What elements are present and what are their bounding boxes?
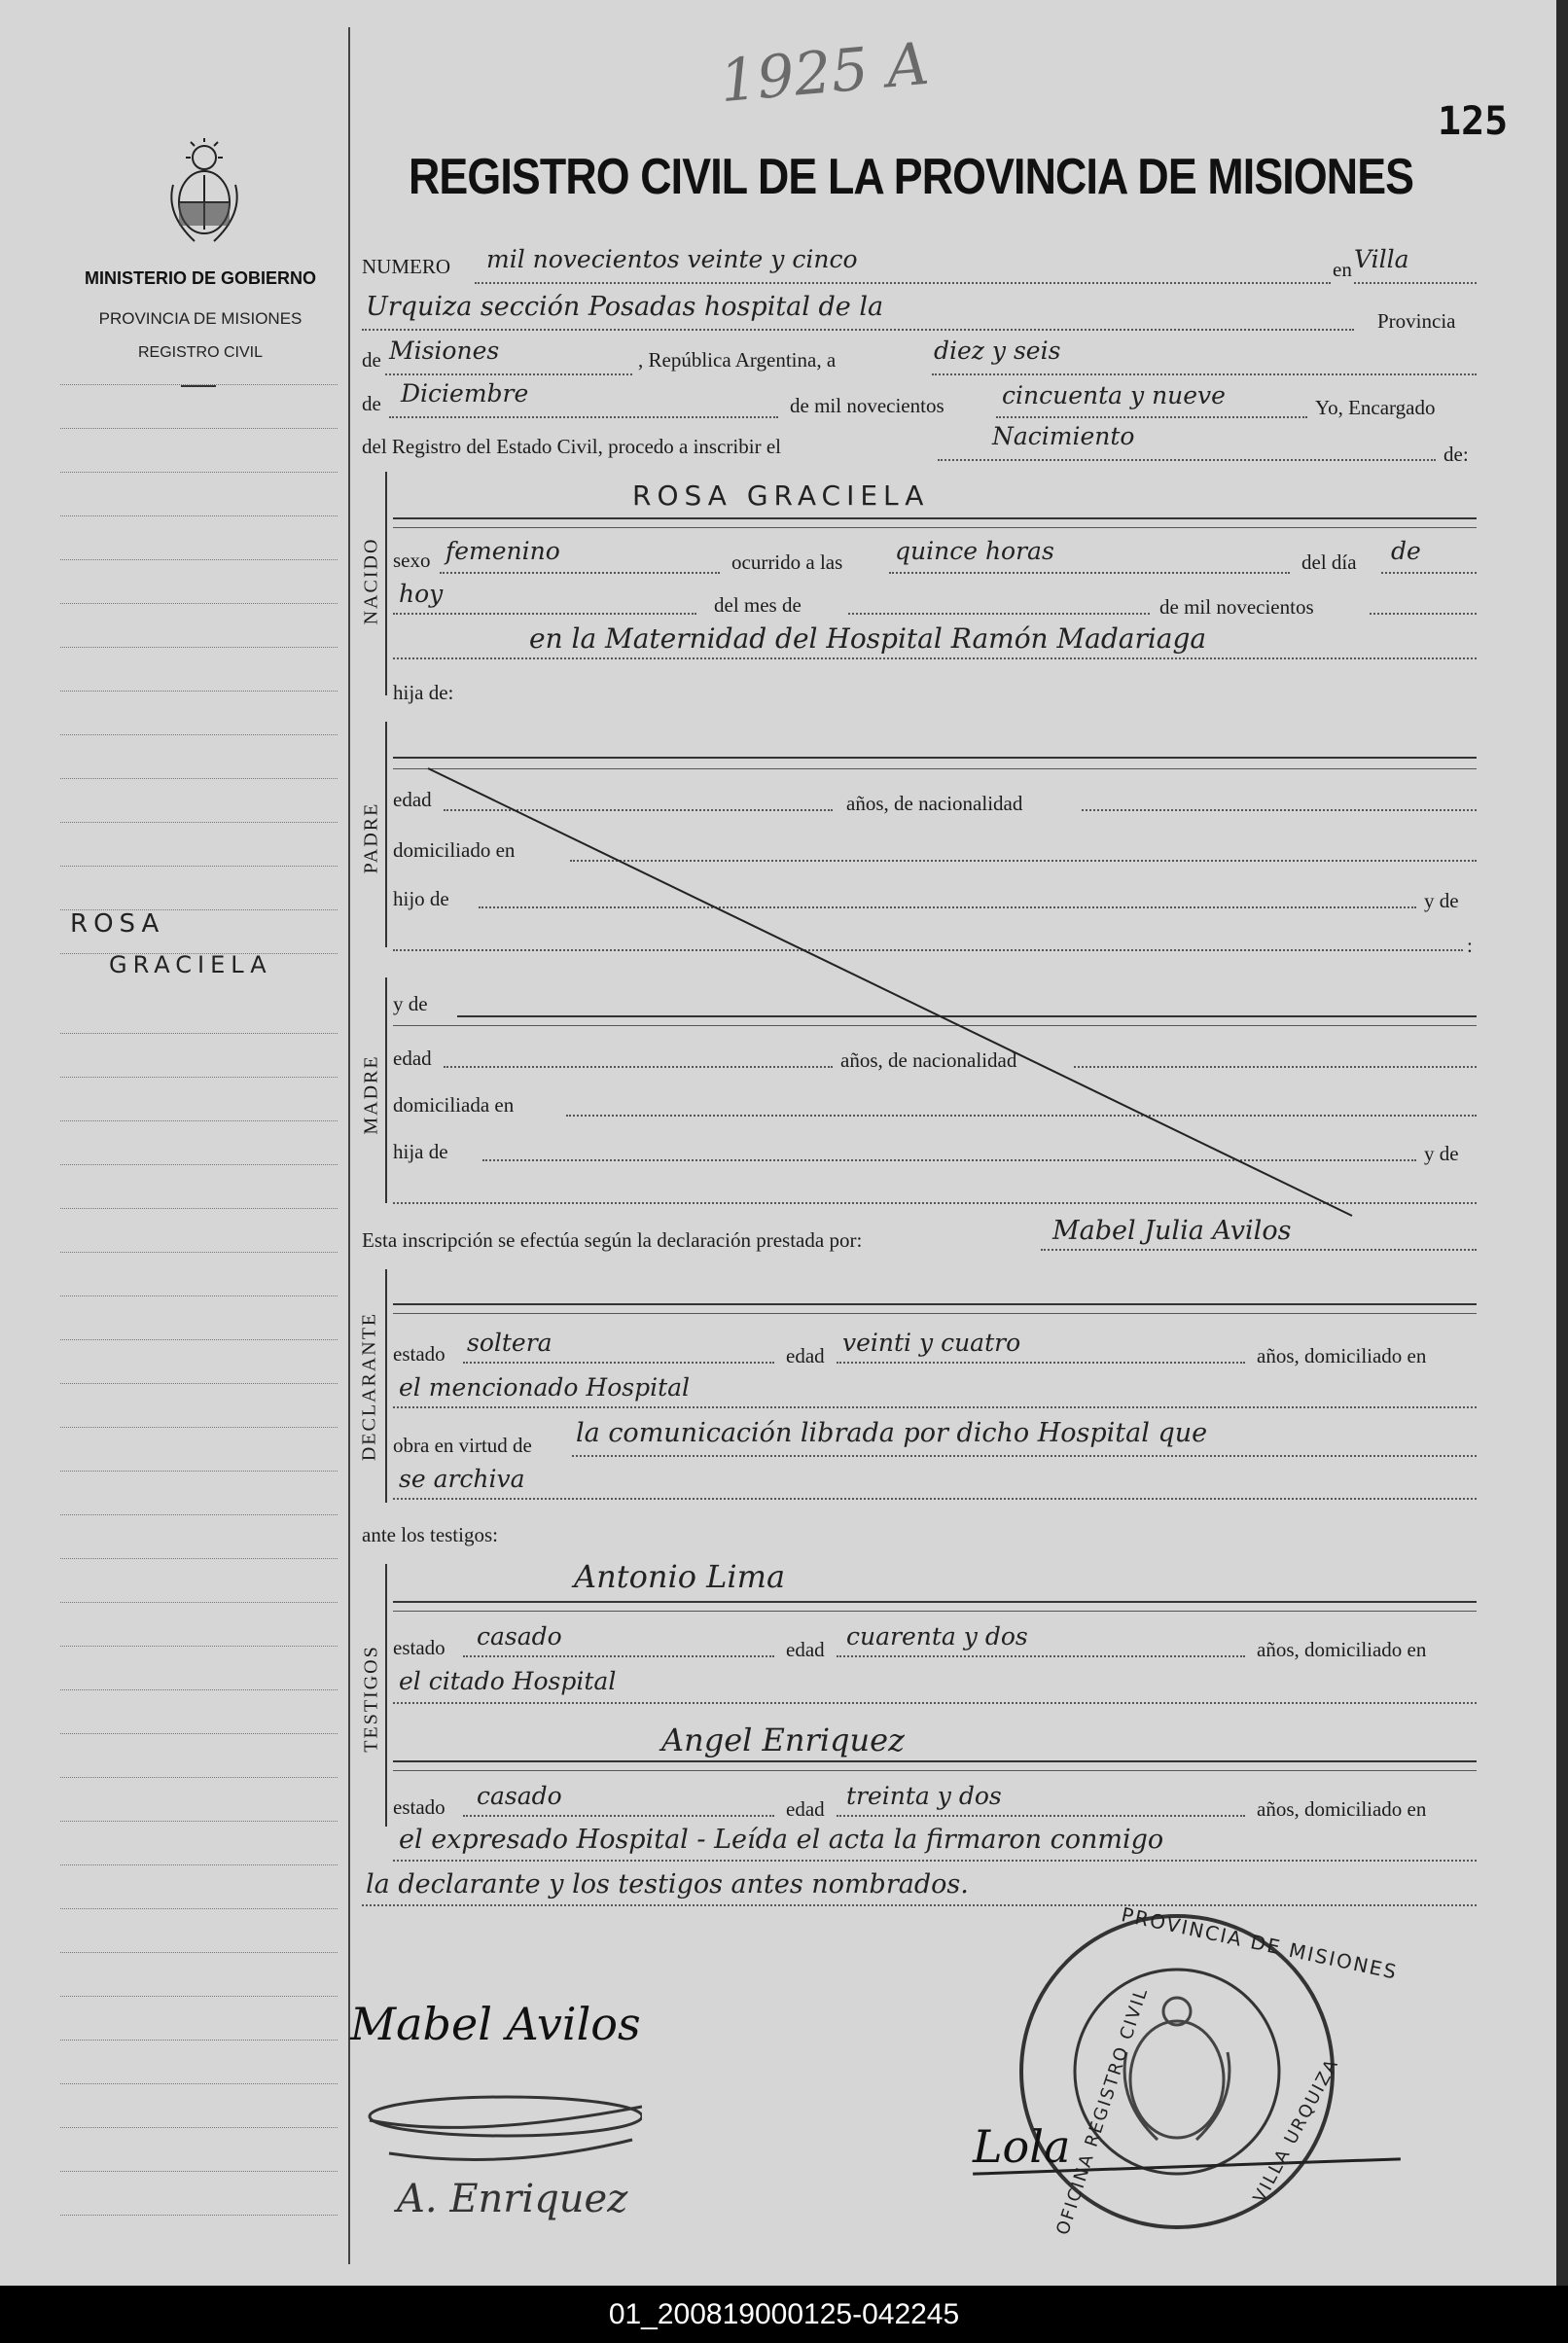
declarante-bracket — [385, 1269, 387, 1503]
t1-anos-label: años, domiciliado en — [1257, 1638, 1427, 1661]
hija-de-label: hija de: — [393, 681, 454, 704]
margin-name-line1: ROSA — [70, 909, 165, 939]
madre-anos-label: años, de nacionalidad — [840, 1048, 1017, 1072]
ocurrido-label: ocurrido a las — [731, 550, 843, 574]
declaracion-line — [1041, 1249, 1477, 1251]
image-code-footer: 01_200819000125-042245 — [0, 2286, 1568, 2343]
madre-hija-label: hija de — [393, 1140, 448, 1163]
t2-dom-line — [393, 1860, 1477, 1862]
padre-anos-label: años, de nacionalidad — [846, 792, 1023, 815]
mil-label: de mil novecientos — [1159, 595, 1314, 619]
seal-signature: Lola — [973, 2120, 1071, 2173]
t1-name-line — [393, 1601, 1477, 1603]
numero-value: mil novecientos veinte y cinco — [486, 245, 858, 273]
seal-right-text: VILLA URQUIZA — [1249, 2054, 1343, 2207]
nacido-label: NACIDO — [360, 537, 382, 625]
month-value: Diciembre — [401, 379, 529, 408]
declarante-name-line2 — [393, 1313, 1477, 1314]
declarante-dom-line — [393, 1406, 1477, 1408]
declarante-obra-value: la comunicación librada por dicho Hospital que — [576, 1418, 1208, 1448]
yo-label: Yo, Encargado — [1315, 396, 1436, 419]
madre-edad-label: edad — [393, 1047, 432, 1070]
year-label: de mil novecientos — [790, 394, 944, 417]
registry-label: REGISTRO CIVIL — [137, 344, 264, 361]
sexo-label: sexo — [393, 549, 431, 572]
madre-yde-label: y de — [393, 992, 428, 1015]
province-label: PROVINCIA DE MISIONES — [98, 309, 303, 328]
padre-y-de-label: y de — [1424, 889, 1459, 912]
madre-label: MADRE — [360, 1054, 382, 1135]
official-seal — [1012, 1902, 1401, 2238]
de-label: de — [362, 348, 381, 372]
padre-colon: : — [1467, 934, 1473, 957]
t1-name-line2 — [393, 1611, 1477, 1612]
t1-estado-value: casado — [477, 1622, 562, 1651]
signature-witness-1 — [350, 2081, 642, 2169]
t2-name: Angel Enriquez — [661, 1722, 905, 1758]
page-number: 125 — [1438, 99, 1509, 144]
testigos-bracket — [385, 1564, 387, 1827]
province-value: Misiones — [389, 337, 500, 365]
t1-estado-line — [463, 1655, 774, 1657]
testigos-label: TESTIGOS — [360, 1645, 382, 1753]
declarante-estado-line — [463, 1362, 774, 1364]
declarante-edad-value: veinti y cuatro — [842, 1329, 1021, 1357]
padre-edad-label: edad — [393, 788, 432, 811]
t2-edad-label: edad — [786, 1797, 825, 1821]
signature-witness-2: A. Enriquez — [397, 2177, 628, 2221]
place-value: Urquiza sección Posadas hospital de la — [366, 292, 884, 322]
declarante-obra-line2 — [393, 1498, 1477, 1500]
day-value: diez y seis — [934, 337, 1061, 365]
document-title: REGISTRO CIVIL DE LA PROVINCIA DE MISIONES — [409, 149, 1414, 205]
provincia-label: Provincia — [1377, 309, 1456, 333]
madre-y-de-label: y de — [1424, 1142, 1459, 1165]
republica-label: , República Argentina, a — [638, 348, 837, 372]
en-label: en — [1333, 258, 1352, 281]
t1-edad-line — [837, 1655, 1245, 1657]
t2-estado-label: estado — [393, 1795, 445, 1819]
archive-annotation: 1925 A — [717, 29, 932, 117]
t1-domicilio: el citado Hospital — [399, 1667, 617, 1695]
declarante-edad-line — [837, 1362, 1245, 1364]
declarante-obra-label: obra en virtud de — [393, 1434, 532, 1457]
t1-name: Antonio Lima — [574, 1558, 786, 1595]
testigos-intro: ante los testigos: — [362, 1523, 498, 1546]
mes-label: del mes de — [714, 593, 802, 617]
declarante-anos-label: años, domiciliado en — [1257, 1344, 1427, 1367]
t2-anos-label: años, domiciliado en — [1257, 1797, 1427, 1821]
margin-name-line2: GRACIELA — [109, 951, 272, 978]
t1-edad-value: cuarenta y dos — [846, 1622, 1028, 1651]
dia-value: de — [1391, 537, 1421, 565]
sexo-value: femenino — [445, 537, 560, 565]
en-value: Villa — [1354, 245, 1409, 273]
lugar-value: en la Maternidad del Hospital Ramón Madariaga — [529, 622, 1207, 655]
del-dia-label: del día — [1301, 550, 1357, 574]
padre-hijo-label: hijo de — [393, 887, 449, 910]
declaracion-label: Esta inscripción se efectúa según la declaración prestada por: — [362, 1228, 863, 1252]
hoy-value: hoy — [399, 580, 444, 608]
declarante-label: DECLARANTE — [358, 1311, 380, 1462]
declarante-name-line — [393, 1303, 1477, 1305]
t1-estado-label: estado — [393, 1636, 445, 1659]
proceed-label: del Registro del Estado Civil, procedo a inscribir el — [362, 435, 781, 458]
padre-domicilio-label: domiciliado en — [393, 838, 516, 862]
de3-label: de: — [1443, 443, 1469, 466]
ministry-label: MINISTERIO DE GOBIERNO — [84, 268, 317, 288]
act-value: Nacimiento — [992, 422, 1135, 450]
seal-top-text: PROVINCIA DE MISIONES — [1119, 1902, 1401, 1984]
padre-label: PADRE — [360, 801, 382, 874]
declarante-domicilio-value: el mencionado Hospital — [399, 1373, 691, 1402]
declarante-estado-value: soltera — [467, 1329, 552, 1357]
closing-text: la declarante y los testigos antes nombrados. — [366, 1869, 969, 1899]
t1-dom-line — [393, 1702, 1477, 1704]
t2-estado-value: casado — [477, 1782, 562, 1810]
declarante-obra-line — [572, 1455, 1477, 1457]
de2-label: de — [362, 392, 381, 415]
declarante-edad-label: edad — [786, 1344, 825, 1367]
t2-estado-line — [463, 1815, 774, 1817]
year-value: cincuenta y nueve — [1002, 381, 1226, 409]
t2-name-line — [393, 1760, 1477, 1762]
seal-left-text: OFICINA REGISTRO CIVIL — [1052, 1984, 1153, 2238]
hora-value: quince horas — [895, 537, 1054, 565]
t2-domicilio: el expresado Hospital - Leída el acta la firmaron conmigo — [399, 1825, 1164, 1855]
t2-edad-line — [837, 1815, 1245, 1817]
declarante-obra-value2: se archiva — [399, 1465, 525, 1493]
t1-edad-label: edad — [786, 1638, 825, 1661]
declaracion-value: Mabel Julia Avilos — [1052, 1216, 1292, 1246]
nacido-name: ROSA GRACIELA — [632, 479, 930, 512]
t2-name-line2 — [393, 1770, 1477, 1771]
numero-label: NUMERO — [362, 255, 451, 278]
declarante-estado-label: estado — [393, 1342, 445, 1366]
page-edge — [1556, 0, 1568, 2286]
t2-edad-value: treinta y dos — [846, 1782, 1002, 1810]
madre-domicilio-label: domiciliada en — [393, 1093, 515, 1117]
signature-declarante: Mabel Avilos — [350, 1998, 641, 2050]
